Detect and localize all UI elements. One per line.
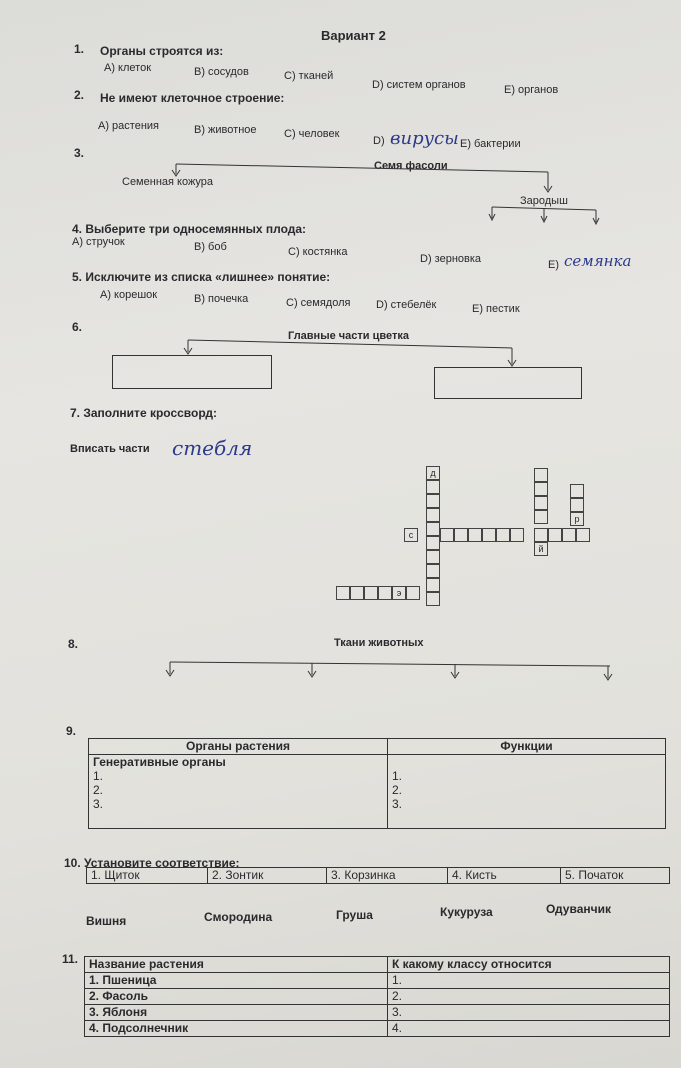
crossword-letter-s: с [408, 530, 414, 540]
q5-option-b: В) почечка [194, 293, 249, 305]
q9-functions-cell[interactable] [388, 755, 666, 829]
q7-handwritten-answer: стебля [172, 436, 253, 460]
q9-left-item: 1. [93, 769, 104, 783]
q3-number: 3. [74, 146, 85, 160]
q4-option-e: Е) [548, 259, 559, 271]
crossword-letter-e: э [396, 588, 402, 598]
q4-option-b: В) боб [194, 241, 227, 253]
q8-root-label: Ткани животных [334, 637, 424, 649]
q1-option-c: С) тканей [284, 70, 334, 82]
q5-option-c: С) семядоля [286, 297, 351, 309]
q5-option-d: D) стебелёк [376, 299, 437, 311]
q11-plant-name: 4. Подсолнечник [85, 1021, 388, 1037]
q1-number: 1. [74, 42, 85, 56]
q10-plant: Вишня [86, 914, 127, 928]
q2-option-c: С) человек [284, 128, 340, 140]
q4-option-a: А) стручок [72, 236, 125, 248]
q9-right-item: 1. [392, 769, 403, 783]
q1-option-e: Е) органов [504, 84, 559, 96]
q10-plant: Смородина [204, 910, 273, 924]
page-title: Вариант 2 [321, 28, 386, 43]
q11-header-name: Название растения [85, 957, 388, 973]
q10-option: 2. Зонтик [208, 868, 327, 884]
q1-text: Органы строятся из: [100, 44, 224, 58]
q10-text: 10. Установите соответствие: [64, 856, 240, 870]
q1-option-a: А) клеток [104, 62, 152, 74]
q9-right-item: 3. [392, 797, 403, 811]
q3-root-label: Семя фасоли [374, 160, 448, 172]
q1-option-b: В) сосудов [194, 66, 249, 78]
q2-option-d: D) [373, 135, 385, 147]
q3-left-label: Семенная кожура [122, 176, 214, 188]
q4-text: 4. Выберите три односемянных плода: [72, 222, 307, 236]
crossword-letter-y: й [538, 544, 544, 554]
q10-option: 4. Кисть [448, 868, 561, 884]
q11-class-cell[interactable]: 4. [388, 1021, 670, 1037]
q9-number: 9. [66, 724, 77, 738]
q2-text: Не имеют клеточное строение: [100, 91, 285, 105]
q11-class-cell[interactable]: 1. [388, 973, 670, 989]
q9-left-item: 2. [93, 783, 104, 797]
q7-subtext: Вписать части [70, 443, 150, 455]
q2-number: 2. [74, 88, 85, 102]
crossword-letter-d: д [430, 468, 436, 478]
q10-option: 1. Щиток [87, 868, 208, 884]
q10-plant: Кукуруза [440, 905, 493, 919]
q11-plant-name: 3. Яблоня [85, 1005, 388, 1021]
q9-left-item: 3. [93, 797, 104, 811]
q9-table [88, 738, 666, 829]
q4-option-c: С) костянка [288, 246, 348, 258]
q10-plant: Груша [336, 908, 373, 922]
q2-option-b: В) животное [194, 124, 257, 136]
q9-organs-cell[interactable] [89, 755, 388, 829]
q10-option: 5. Початок [561, 868, 670, 884]
q8-number: 8. [68, 637, 79, 651]
q9-group-label: Генеративные органы [93, 755, 226, 769]
q9-header-organs: Органы растения [89, 739, 388, 755]
q11-number: 11. [62, 952, 79, 966]
q2-option-a: А) растения [98, 120, 159, 132]
q2-handwritten-answer: вирусы [390, 128, 459, 149]
q9-right-item: 2. [392, 783, 403, 797]
q11-class-cell[interactable]: 2. [388, 989, 670, 1005]
q1-option-d: D) систем органов [372, 79, 466, 91]
q11-plant-name: 1. Пшеница [85, 973, 388, 989]
q11-table [84, 956, 670, 1037]
q2-option-e: Е) бактерии [460, 138, 521, 150]
q11-header-class: К какому классу относится [388, 957, 670, 973]
q11-class-cell[interactable]: 3. [388, 1005, 670, 1021]
q4-handwritten-answer: семянка [564, 252, 632, 270]
q5-option-e: Е) пестик [472, 303, 520, 315]
crossword-letter-r: р [574, 514, 580, 524]
q11-plant-name: 2. Фасоль [85, 989, 388, 1005]
q7-text: 7. Заполните кроссворд: [70, 406, 217, 420]
q6-number: 6. [72, 320, 83, 334]
q6-root-label: Главные части цветка [288, 330, 409, 342]
q5-text: 5. Исключите из списка «лишнее» понятие: [72, 270, 331, 284]
q10-options-table [86, 867, 670, 884]
q10-plant: Одуванчик [546, 902, 611, 916]
q3-right-label: Зародыш [520, 195, 568, 207]
q5-option-a: А) корешок [100, 289, 158, 301]
q4-option-d: D) зерновка [420, 253, 482, 265]
q10-option: 3. Корзинка [327, 868, 448, 884]
q9-header-functions: Функции [388, 739, 666, 755]
